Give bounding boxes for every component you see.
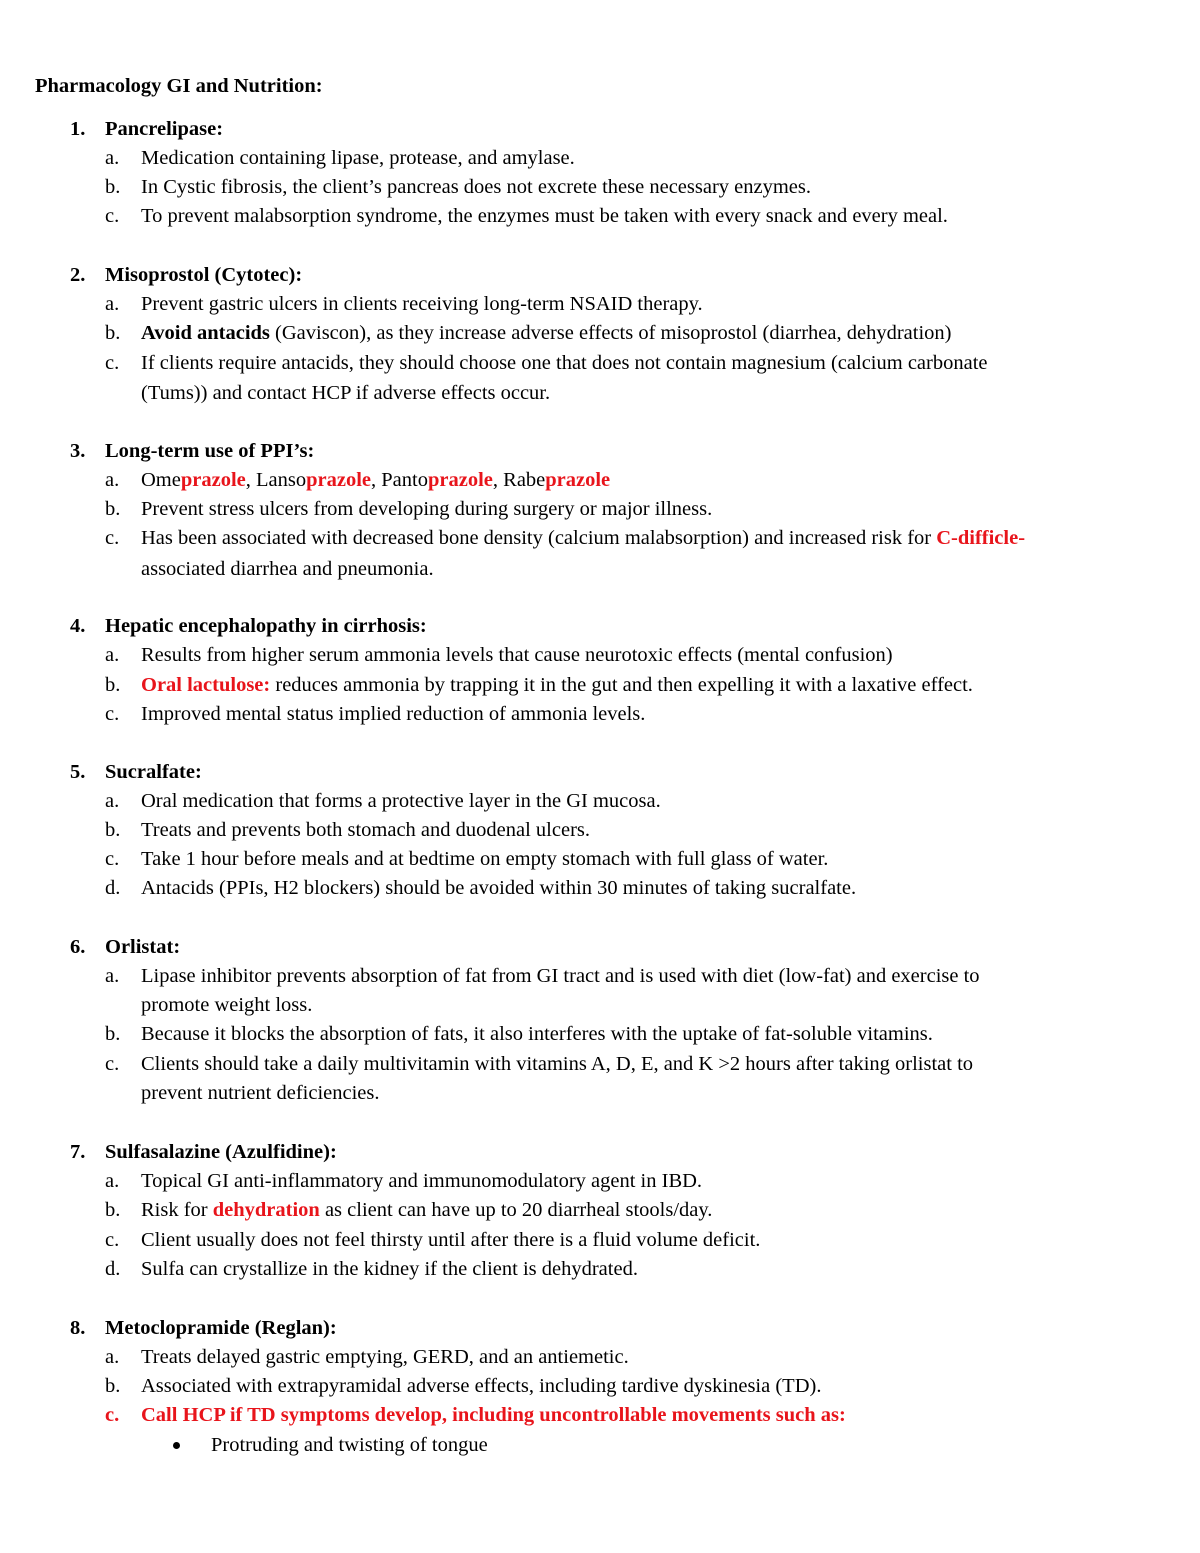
bullet-icon [173,1442,180,1449]
item-letter: b. [105,1199,121,1221]
item-letter: c. [105,527,120,549]
item-letter: c. [105,1053,120,1075]
item-letter: b. [105,176,121,198]
drug-stem: Lanso [256,469,307,491]
bold-phrase: Avoid antacids [141,322,270,344]
item-text: Improved mental status implied reduction of ammonia levels. [141,703,646,725]
section-number: 1. [70,118,86,140]
item-text: Prevent stress ulcers from developing during surgery or major illness. [141,498,713,520]
section-number: 6. [70,936,86,958]
drug-separator: , [245,469,257,491]
item-text: In Cystic fibrosis, the client’s pancreas does not excrete these necessary enzymes. [141,176,812,198]
item-text: Treats and prevents both stomach and duodenal ulcers. [141,819,590,841]
item-letter: a. [105,965,120,987]
item-letter: c. [105,1404,120,1426]
section-title: Orlistat: [105,936,181,958]
section-title: Misoprostol (Cytotec): [105,264,303,286]
item-text: Take 1 hour before meals and at bedtime on empty stomach with full glass of water. [141,848,829,870]
drug-suffix: prazole [306,469,372,491]
item-letter: b. [105,322,121,344]
item-text: Sulfa can crystallize in the kidney if the client is dehydrated. [141,1258,638,1280]
item-letter: a. [105,790,120,812]
drug-separator: , [492,469,504,491]
item-text: To prevent malabsorption syndrome, the enzymes must be taken with every snack and every meal. [141,205,948,227]
item-text [141,1196,712,1226]
section-number: 2. [70,264,86,286]
item-text-continuation: (Tums)) and contact HCP if adverse effects occur. [141,382,551,404]
item-letter: c. [105,703,120,725]
item-text [141,319,951,349]
item-letter: b. [105,498,121,520]
item-text [141,524,1025,554]
item-text [141,671,973,701]
item-text-continuation: promote weight loss. [141,994,313,1016]
section-title: Sucralfate: [105,761,202,783]
drug-suffix: prazole [180,469,246,491]
item-letter: a. [105,293,120,315]
item-text-start: Has been associated with decreased bone density (calcium malabsorption) and increased risk for [141,527,937,549]
section-number: 4. [70,615,86,637]
item-text-continuation: prevent nutrient deficiencies. [141,1082,380,1104]
item-text: Because it blocks the absorption of fats, it also interferes with the uptake of fat-soluble vitamins. [141,1023,933,1045]
item-text: Antacids (PPIs, H2 blockers) should be avoided within 30 minutes of taking sucralfate. [141,877,857,899]
item-letter: d. [105,877,121,899]
item-text: Prevent gastric ulcers in clients receiving long-term NSAID therapy. [141,293,703,315]
highlight-term: C-difficle- [936,527,1026,549]
drug-stem: Ome [141,469,181,491]
item-text: Results from higher serum ammonia levels that cause neurotoxic effects (mental confusion) [141,644,893,666]
item-letter: b. [105,674,121,696]
highlight-term: Oral lactulose: [141,674,271,696]
item-text: Oral medication that forms a protective layer in the GI mucosa. [141,790,661,812]
drug-separator: , [371,469,382,491]
item-letter: a. [105,469,120,491]
item-letter: c. [105,205,120,227]
item-text: Lipase inhibitor prevents absorption of fat from GI tract and is used with diet (low-fat) and exercise to [141,965,980,987]
section-title: Sulfasalazine (Azulfidine): [105,1141,337,1163]
item-letter: b. [105,1375,121,1397]
drug-suffix: prazole [427,469,493,491]
item-letter: c. [105,1229,120,1251]
section-number: 3. [70,440,86,462]
section-title: Long-term use of PPI’s: [105,440,315,462]
item-text: Client usually does not feel thirsty until after there is a fluid volume deficit. [141,1229,761,1251]
drug-suffix: prazole [545,469,611,491]
item-text-start: Risk for [141,1199,213,1221]
item-letter: a. [105,1346,120,1368]
item-text: Treats delayed gastric emptying, GERD, and an antiemetic. [141,1346,629,1368]
bullet-text: Protruding and twisting of tongue [211,1434,488,1456]
section-title: Pancrelipase: [105,118,224,140]
item-text: Medication containing lipase, protease, and amylase. [141,147,575,169]
document-title: Pharmacology GI and Nutrition: [35,75,323,97]
item-text: Topical GI anti-inflammatory and immunomodulatory agent in IBD. [141,1170,703,1192]
item-text-rest: as client can have up to 20 diarrheal stools/day. [319,1199,713,1221]
section-title: Metoclopramide (Reglan): [105,1317,337,1339]
section-number: 8. [70,1317,86,1339]
item-letter: a. [105,1170,120,1192]
item-letter: c. [105,352,120,374]
item-letter: b. [105,819,121,841]
section-title: Hepatic encephalopathy in cirrhosis: [105,615,427,637]
drug-list [141,466,610,496]
item-text-rest: reduces ammonia by trapping it in the gut and then expelling it with a laxative effect. [270,674,973,696]
item-letter: c. [105,848,120,870]
section-number: 7. [70,1141,86,1163]
item-text: Clients should take a daily multivitamin with vitamins A, D, E, and K >2 hours after taking orlistat to [141,1053,974,1075]
drug-stem: Rabe [503,469,546,491]
item-letter: b. [105,1023,121,1045]
item-text-rest: (Gaviscon), as they increase adverse effects of misoprostol (diarrhea, dehydration) [269,322,952,344]
drug-stem: Panto [381,469,428,491]
highlight-term: Call HCP if TD symptoms develop, including uncontrollable movements such as: [141,1404,846,1426]
item-text-continuation: associated diarrhea and pneumonia. [141,558,434,580]
item-text: Associated with extrapyramidal adverse effects, including tardive dyskinesia (TD). [141,1375,822,1397]
item-letter: a. [105,644,120,666]
item-text: If clients require antacids, they should choose one that does not contain magnesium (calcium carbonate [141,352,988,374]
item-letter: d. [105,1258,121,1280]
highlight-term: dehydration [212,1199,320,1221]
section-number: 5. [70,761,86,783]
item-letter: a. [105,147,120,169]
